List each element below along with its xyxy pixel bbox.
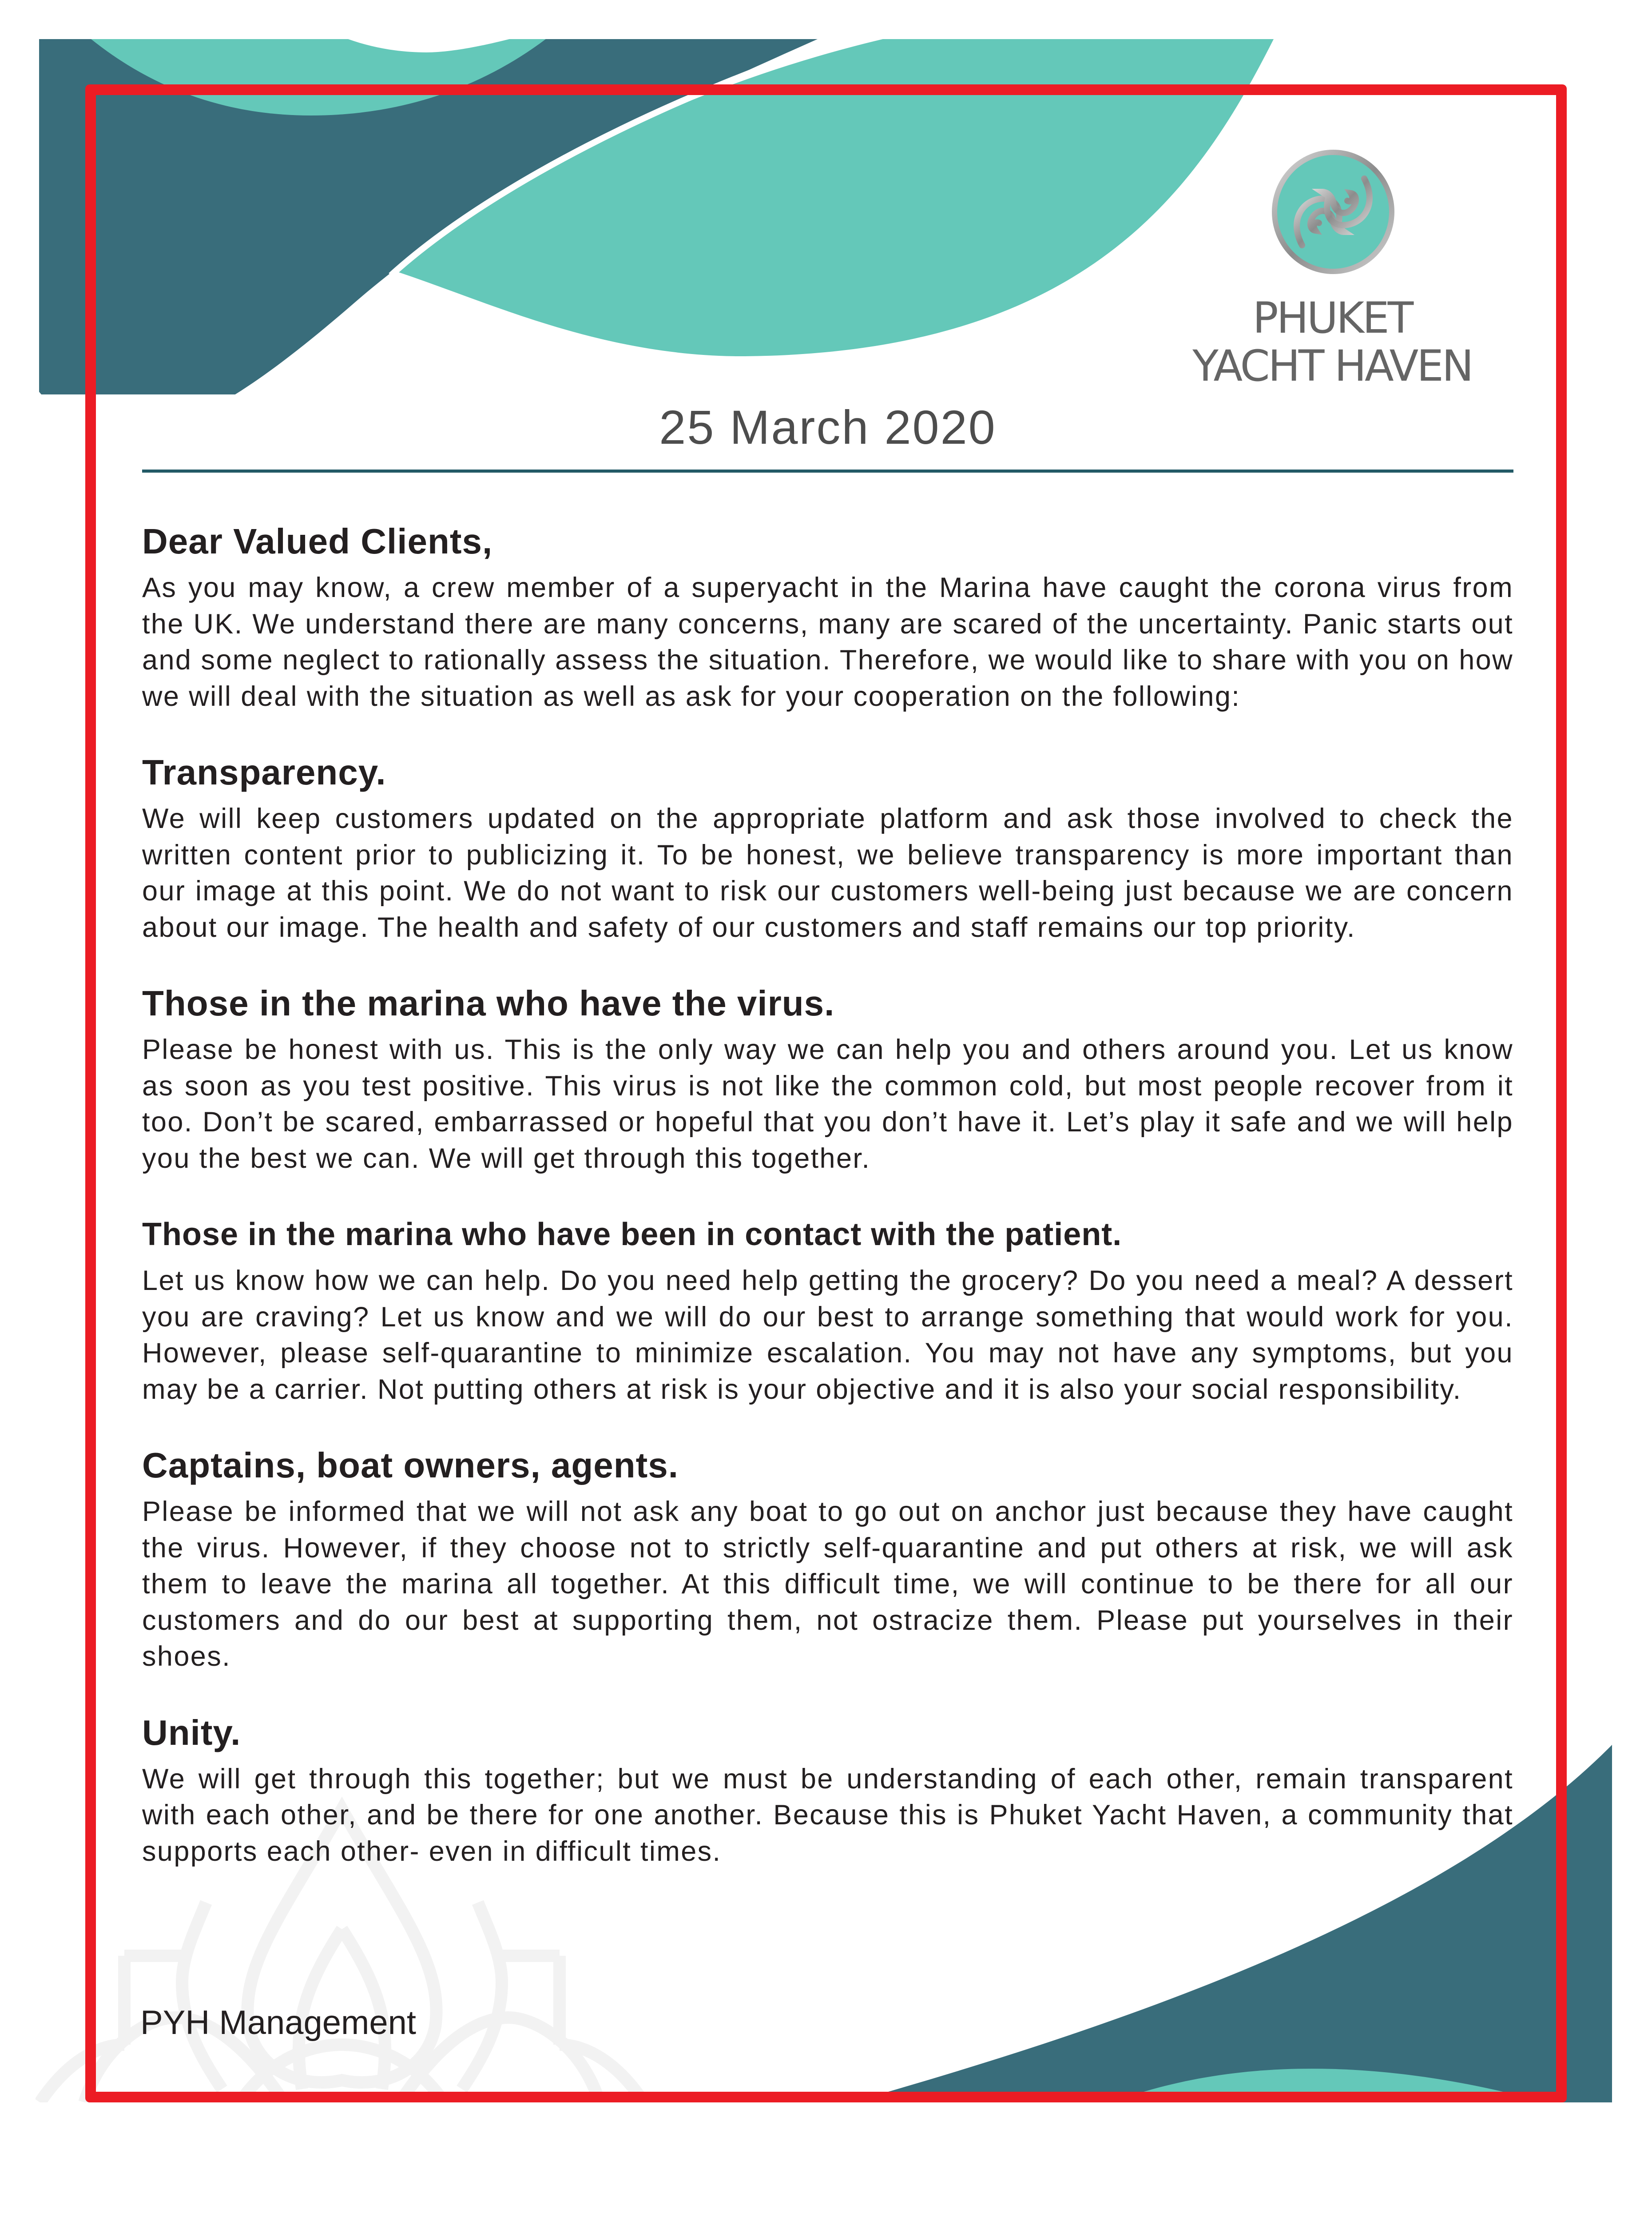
- section-transparency: [142, 750, 1513, 946]
- section-contacts: [142, 1212, 1513, 1408]
- company-logo: [1172, 150, 1492, 398]
- section-heading: Captains, boat owners, agents.: [142, 1445, 679, 1485]
- section-captains: [142, 1443, 1513, 1675]
- section-body: Please be honest with us. This is the only way we can help you and others around you. Let us know as soon as you test positive. This virus is not like the common cold, but most people recover from it too. Don’t be scared, embarrassed or hopeful that you don’t have it. Let’s play it safe and we will help you the best we can. We will get through this together.: [142, 1034, 1513, 1174]
- red-frame-border: [85, 84, 1567, 2102]
- logo-text-line1: PHUKET: [1252, 293, 1412, 343]
- section-infected: [142, 981, 1513, 1177]
- section-heading: Those in the marina who have been in contact with the patient.: [142, 1217, 1122, 1252]
- intro-paragraph: As you may know, a crew member of a superyacht in the Marina have caught the corona virus from the UK. We understand there are many concerns, many are scared of the uncertainty. Panic starts out and some neglect to rationally assess the situation. Therefore, we would like to share with you on how we will deal with the situation as well as ask for your cooperation on the following:: [142, 572, 1513, 712]
- section-heading: Unity.: [142, 1712, 241, 1752]
- section-heading: Transparency.: [142, 752, 386, 792]
- letter-date: 25 March 2020: [659, 400, 997, 454]
- swirl-oval-emblem-icon: [1271, 150, 1395, 274]
- section-body: Please be informed that we will not ask any boat to go out on anchor just because they have caught the virus. However, if they choose not to strictly self-quarantine and put others at risk, we will ask them to leave the marina all together. At this difficult time, we will continue to be there for all our customers and do our best at supporting them, not ostracize them. Please put yourselves in their shoes.: [142, 1496, 1513, 1672]
- greeting-section: [142, 519, 1513, 715]
- section-body: Let us know how we can help. Do you need help getting the grocery? Do you need a meal? A dessert you are craving? Let us know and we will do our best to arrange something that would work for you. However, please self-quarantine to minimize escalation. You may not have any symptoms, but you may be a carrier. Not putting others at risk is your objective and it is also your social responsibility.: [142, 1265, 1513, 1405]
- section-body: We will keep customers updated on the appropriate platform and ask those involved to check the written content prior to publicizing it. To be honest, we believe transparency is more important than our image at this point. We do not want to risk our customers well-being just because we are concern about our image. The health and safety of our customers and staff remains our top priority.: [142, 803, 1513, 943]
- section-body: We will get through this together; but we must be understanding of each other, remain transparent with each other, and be there for one another. Because this is Phuket Yacht Haven, a community that supports each other- even in difficult times.: [142, 1763, 1513, 1867]
- logo-text-line2: YACHT HAVEN: [1192, 341, 1472, 391]
- greeting-heading: Dear Valued Clients,: [142, 521, 493, 561]
- section-unity: [142, 1711, 1513, 1870]
- signoff-signature: PYH Management: [140, 2004, 416, 2042]
- header-divider: [142, 470, 1513, 473]
- section-heading: Those in the marina who have the virus.: [142, 983, 835, 1023]
- letter-content: [142, 398, 1513, 2043]
